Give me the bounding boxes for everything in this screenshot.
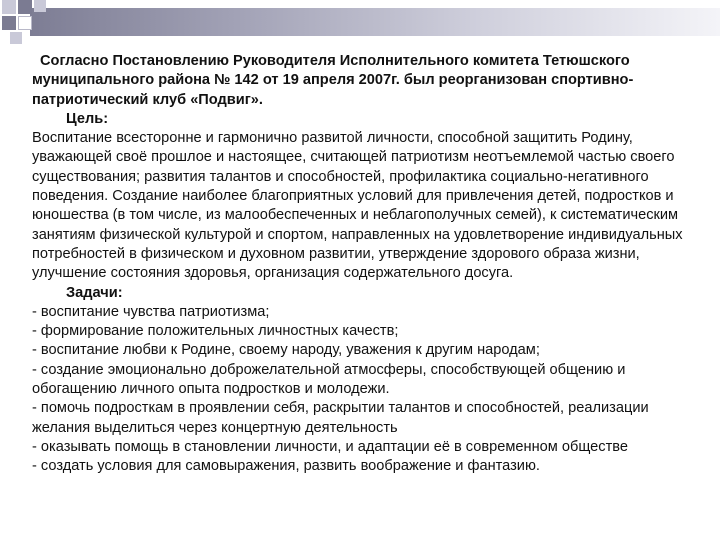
task-item: - оказывать помощь в становлении личности, и адаптации её в современном обществе bbox=[32, 438, 628, 455]
title-bar-gradient bbox=[30, 8, 720, 36]
goal-text: Воспитание всесторонне и гармонично развитой личности, способной защитить Родину, уважающей своё прошлое и настоящее, считающей патриотизм неотъемлемой частью своего существования; развития талантов и способностей, профилактика социально-негативного поведения. Создание наиболее благоприятных условий для привлечения детей, подростков и юношества (в том числе, из малообеспеченных и неблагополучных семей), к систематическим занятиям физической культурой и спортом, направленных на удовлетворение индивидуальных потребностей в физическом и духовном развитии, утверждение здорового образа жизни, улучшение состояния здоровья, организация содержательного досуга. bbox=[32, 130, 683, 282]
intro-paragraph: Согласно Постановлению Руководителя Исполнительного комитета Тетюшского муниципального района № 142 от 19 апреля 2007г. был реорганизован спортивно-патриотический клуб «Подвиг». bbox=[32, 53, 634, 108]
task-item: - создание эмоционально доброжелательной атмосферы, способствующей общению и обогащению личного опыта подростков и молодежи. bbox=[32, 361, 626, 398]
tasks-heading: Задачи: bbox=[66, 284, 123, 301]
slide-content bbox=[32, 52, 696, 477]
task-item: - воспитание любви к Родине, своему народу, уважения к другим народам; bbox=[32, 342, 540, 359]
task-item: - воспитание чувства патриотизма; bbox=[32, 303, 270, 320]
task-item: - помочь подросткам в проявлении себя, раскрытии талантов и способностей, реализации желания выделиться через концертную деятельность bbox=[32, 400, 649, 436]
task-item: - создать условия для самовыражения, развить воображение и фантазию. bbox=[32, 458, 540, 475]
task-item: - формирование положительных личностных качеств; bbox=[32, 323, 399, 340]
goal-heading: Цель: bbox=[66, 110, 109, 127]
